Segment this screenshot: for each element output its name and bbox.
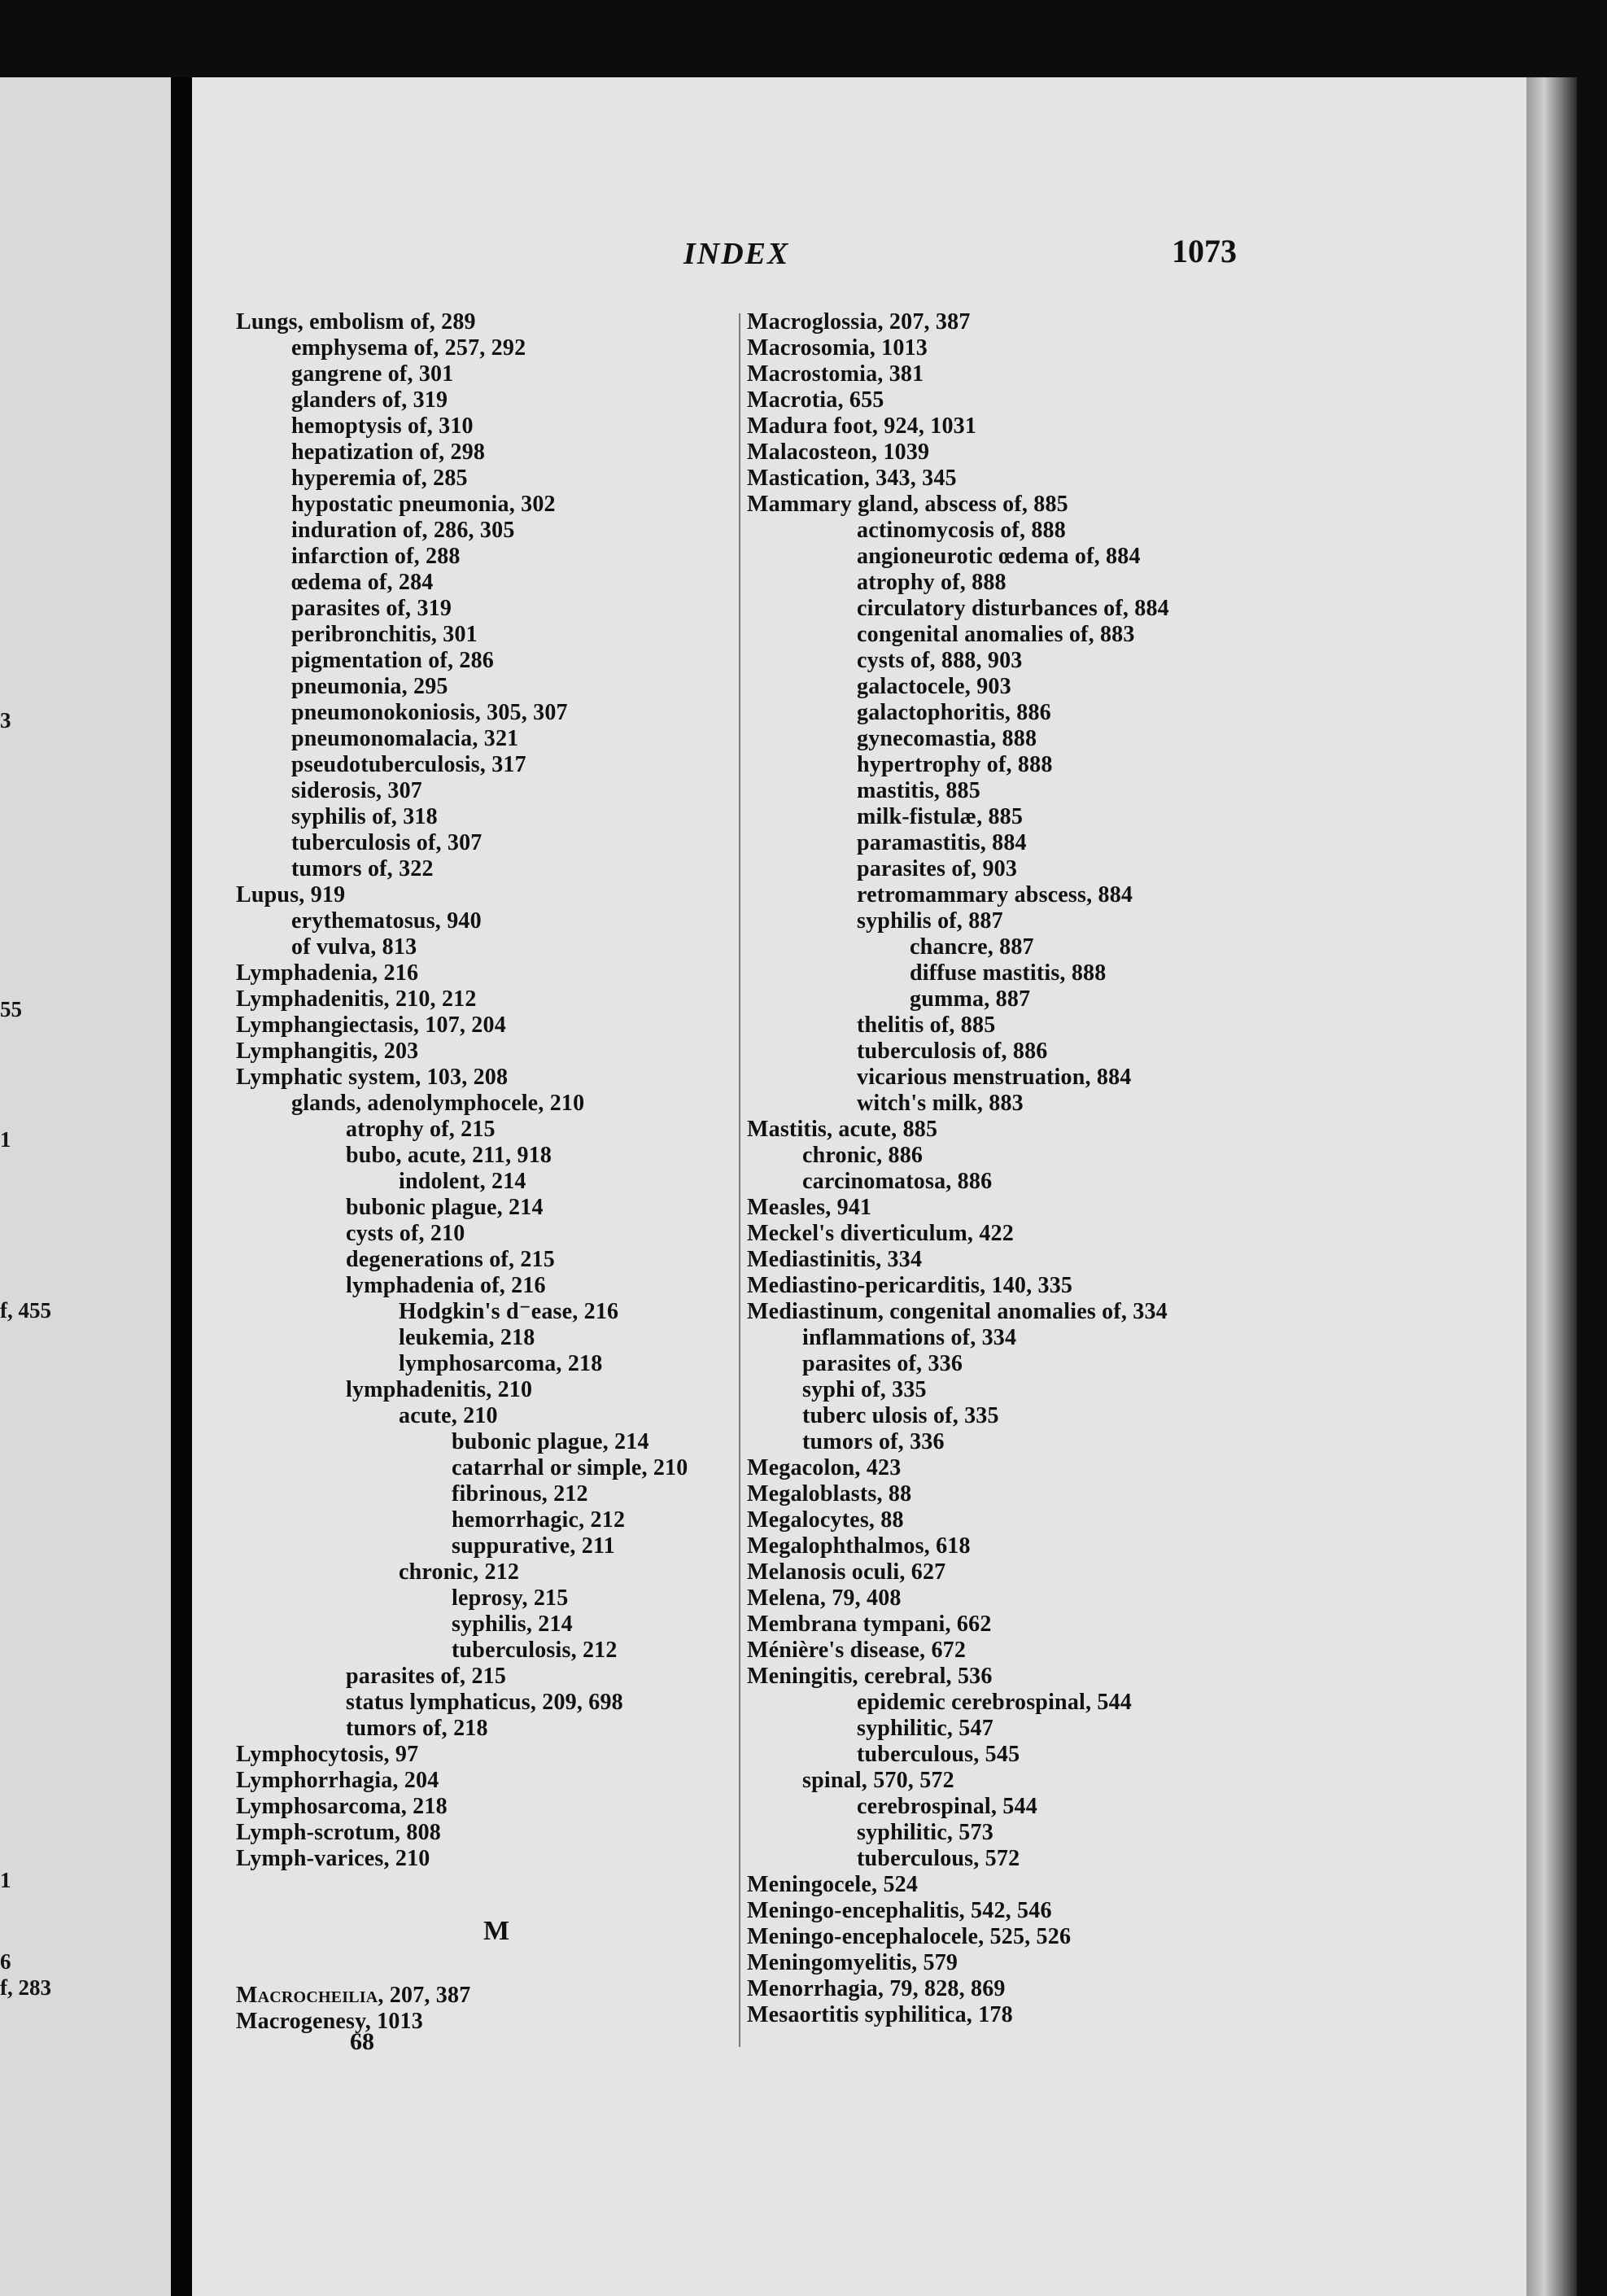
index-entry: chancre, 887 — [910, 934, 1034, 960]
index-entry: Macrosomia, 1013 — [747, 335, 928, 361]
index-entry: hemoptysis of, 310 — [291, 413, 474, 439]
page-number: 1073 — [1172, 233, 1237, 269]
index-entry: angioneurotic œdema of, 884 — [857, 544, 1141, 569]
index-entry: syphilitic, 547 — [857, 1716, 993, 1741]
index-entry: galactocele, 903 — [857, 674, 1011, 699]
index-entry: Malacosteon, 1039 — [747, 440, 930, 465]
index-entry: suppurative, 211 — [452, 1533, 615, 1559]
index-entry: tuberc ulosis of, 335 — [802, 1403, 999, 1428]
fragment-text: f, 283 — [0, 1975, 51, 2000]
index-entry: tuberculosis of, 886 — [857, 1039, 1048, 1064]
index-entry: congenital anomalies of, 883 — [857, 622, 1135, 647]
index-entry: hyperemia of, 285 — [291, 466, 468, 491]
index-entry: induration of, 286, 305 — [291, 518, 515, 543]
index-entry: Lymphatic system, 103, 208 — [236, 1065, 509, 1090]
index-entry: tuberculous, 572 — [857, 1846, 1020, 1871]
signature-mark: 68 — [350, 2028, 374, 2055]
index-entry: parasites of, 903 — [857, 856, 1018, 881]
index-entry: Megalophthalmos, 618 — [747, 1533, 971, 1559]
index-entry: lymphosarcoma, 218 — [399, 1351, 603, 1376]
index-entry: epidemic cerebrospinal, 544 — [857, 1690, 1133, 1715]
index-entry: lymphadenia of, 216 — [346, 1273, 546, 1298]
index-entry: parasites of, 215 — [346, 1664, 507, 1689]
index-entry: Meningomyelitis, 579 — [747, 1950, 959, 1975]
index-entry: of vulva, 813 — [291, 934, 417, 960]
index-entry: Megacolon, 423 — [747, 1455, 902, 1480]
index-entry: cerebrospinal, 544 — [857, 1794, 1037, 1819]
index-entry: atrophy of, 888 — [857, 570, 1007, 595]
index-entry: hepatization of, 298 — [291, 440, 486, 465]
index-entry: Megaloblasts, 88 — [747, 1481, 912, 1507]
index-entry: chronic, 212 — [399, 1559, 520, 1585]
index-entry: gumma, 887 — [910, 986, 1031, 1012]
index-entry: atrophy of, 215 — [346, 1117, 496, 1142]
index-entry: diffuse mastitis, 888 — [910, 960, 1107, 986]
index-entry: cysts of, 210 — [346, 1221, 465, 1246]
index-column-left — [236, 309, 757, 2035]
index-entry: glanders of, 319 — [291, 387, 448, 413]
index-entry: degenerations of, 215 — [346, 1247, 555, 1272]
index-entry: syphilitic, 573 — [857, 1820, 993, 1845]
fragment-text: 3 — [0, 708, 11, 733]
index-entry: Macroglossia, 207, 387 — [747, 309, 971, 335]
index-entry: hypostatic pneumonia, 302 — [291, 492, 556, 517]
index-entry: leukemia, 218 — [399, 1325, 535, 1350]
index-entry: œdema of, 284 — [291, 570, 434, 595]
index-entry: tuberculosis of, 307 — [291, 830, 483, 855]
index-entry: bubonic plague, 214 — [346, 1195, 544, 1220]
index-entry: Macrotia, 655 — [747, 387, 884, 413]
book-gutter — [171, 77, 192, 2296]
index-entry: hypertrophy of, 888 — [857, 752, 1053, 777]
previous-page-strip — [0, 77, 171, 2296]
index-entry: tumors of, 322 — [291, 856, 434, 881]
index-column-right — [747, 309, 1333, 2028]
index-entry: Mesaortitis syphilitica, 178 — [747, 2002, 1013, 2027]
index-entry: spinal, 570, 572 — [802, 1768, 954, 1793]
index-entry: actinomycosis of, 888 — [857, 518, 1066, 543]
index-entry: status lymphaticus, 209, 698 — [346, 1690, 623, 1715]
index-entry: Lymphosarcoma, 218 — [236, 1794, 448, 1819]
index-entry: pigmentation of, 286 — [291, 648, 494, 673]
index-entry: syphilis, 214 — [452, 1612, 573, 1637]
index-entry: gangrene of, 301 — [291, 361, 454, 387]
index-entry: retromammary abscess, 884 — [857, 882, 1133, 907]
index-entry: paramastitis, 884 — [857, 830, 1027, 855]
fragment-text: 1 — [0, 1127, 11, 1152]
index-entry: Meningocele, 524 — [747, 1872, 919, 1897]
index-entry: circulatory disturbances of, 884 — [857, 596, 1169, 621]
index-entry: Mastication, 343, 345 — [747, 466, 957, 491]
fragment-text: 1 — [0, 1868, 11, 1892]
index-entry: fibrinous, 212 — [452, 1481, 588, 1507]
index-entry: Madura foot, 924, 1031 — [747, 413, 977, 439]
index-entry: Macrocheilia, 207, 387 — [236, 1983, 471, 2008]
index-entry: Lungs, embolism of, 289 — [236, 309, 476, 335]
index-entry: Lymph-scrotum, 808 — [236, 1820, 441, 1845]
fragment-text: 6 — [0, 1949, 11, 1974]
index-entry: tumors of, 218 — [346, 1716, 488, 1741]
index-entry: carcinomatosa, 886 — [802, 1169, 993, 1194]
index-entry: Macrostomia, 381 — [747, 361, 924, 387]
index-entry: Lymphorrhagia, 204 — [236, 1768, 439, 1793]
index-entry: glands, adenolymphocele, 210 — [291, 1091, 585, 1116]
index-entry: peribronchitis, 301 — [291, 622, 478, 647]
index-entry: galactophoritis, 886 — [857, 700, 1051, 725]
index-entry: gynecomastia, 888 — [857, 726, 1037, 751]
index-entry: Measles, 941 — [747, 1195, 872, 1220]
index-entry: pneumonia, 295 — [291, 674, 448, 699]
index-entry: tuberculous, 545 — [857, 1742, 1020, 1767]
index-entry: Hodgkin's d⁻ease, 216 — [399, 1299, 619, 1324]
index-entry: syphilis of, 318 — [291, 804, 438, 829]
fragment-text: f, 455 — [0, 1298, 51, 1323]
index-entry: Melena, 79, 408 — [747, 1585, 902, 1611]
index-entry: Lymphocytosis, 97 — [236, 1742, 419, 1767]
page-edge — [1526, 77, 1577, 2296]
index-entry: Lymph-varices, 210 — [236, 1846, 430, 1871]
index-entry: Mastitis, acute, 885 — [747, 1117, 938, 1142]
index-entry: Mediastino-pericarditis, 140, 335 — [747, 1273, 1073, 1298]
index-entry: Lymphangiectasis, 107, 204 — [236, 1012, 506, 1038]
index-entry: Mammary gland, abscess of, 885 — [747, 492, 1068, 517]
index-entry: Menorrhagia, 79, 828, 869 — [747, 1976, 1006, 2001]
running-header: INDEX — [683, 237, 790, 271]
index-entry: lymphadenitis, 210 — [346, 1377, 533, 1402]
index-entry: indolent, 214 — [399, 1169, 526, 1194]
index-entry: pneumonokoniosis, 305, 307 — [291, 700, 568, 725]
index-entry: chronic, 886 — [802, 1143, 924, 1168]
index-entry: pneumonomalacia, 321 — [291, 726, 519, 751]
index-entry: hemorrhagic, 212 — [452, 1507, 626, 1533]
index-entry: erythematosus, 940 — [291, 908, 482, 934]
section-letter-heading: M — [483, 1916, 510, 1946]
index-entry: bubonic plague, 214 — [452, 1429, 649, 1454]
index-entry: witch's milk, 883 — [857, 1091, 1024, 1116]
index-entry: catarrhal or simple, 210 — [452, 1455, 688, 1480]
index-entry: parasites of, 319 — [291, 596, 452, 621]
index-entry: Macrogenesy, 1013 — [236, 2009, 423, 2034]
index-entry: parasites of, 336 — [802, 1351, 963, 1376]
index-entry: Lymphangitis, 203 — [236, 1039, 419, 1064]
index-entry: Meckel's diverticulum, 422 — [747, 1221, 1014, 1246]
index-entry: emphysema of, 257, 292 — [291, 335, 526, 361]
index-entry: Meningo-encephalitis, 542, 546 — [747, 1898, 1052, 1923]
fragment-text: 55 — [0, 997, 22, 1021]
index-entry: Megalocytes, 88 — [747, 1507, 904, 1533]
index-entry: syphilis of, 887 — [857, 908, 1003, 934]
index-entry: thelitis of, 885 — [857, 1012, 996, 1038]
index-entry: siderosis, 307 — [291, 778, 422, 803]
index-entry: Lymphadenia, 216 — [236, 960, 419, 986]
index-entry: tumors of, 336 — [802, 1429, 945, 1454]
index-entry: syphi of, 335 — [802, 1377, 927, 1402]
index-entry: acute, 210 — [399, 1403, 498, 1428]
index-entry: Lupus, 919 — [236, 882, 346, 907]
index-entry: cysts of, 888, 903 — [857, 648, 1023, 673]
index-entry: mastitis, 885 — [857, 778, 980, 803]
index-entry: infarction of, 288 — [291, 544, 461, 569]
index-entry: inflammations of, 334 — [802, 1325, 1017, 1350]
index-entry: Mediastinitis, 334 — [747, 1247, 923, 1272]
index-entry: Melanosis oculi, 627 — [747, 1559, 946, 1585]
index-entry: Ménière's disease, 672 — [747, 1638, 967, 1663]
index-entry: bubo, acute, 211, 918 — [346, 1143, 552, 1168]
index-entry: tuberculosis, 212 — [452, 1638, 618, 1663]
index-entry: Mediastinum, congenital anomalies of, 334 — [747, 1299, 1168, 1324]
index-entry: Meningitis, cerebral, 536 — [747, 1664, 993, 1689]
index-entry: Meningo-encephalocele, 525, 526 — [747, 1924, 1072, 1949]
index-entry: pseudotuberculosis, 317 — [291, 752, 526, 777]
index-entry: vicarious menstruation, 884 — [857, 1065, 1132, 1090]
index-entry: milk-fistulæ, 885 — [857, 804, 1024, 829]
index-entry: Membrana tympani, 662 — [747, 1612, 992, 1637]
index-entry: Lymphadenitis, 210, 212 — [236, 986, 477, 1012]
index-entry: leprosy, 215 — [452, 1585, 569, 1611]
